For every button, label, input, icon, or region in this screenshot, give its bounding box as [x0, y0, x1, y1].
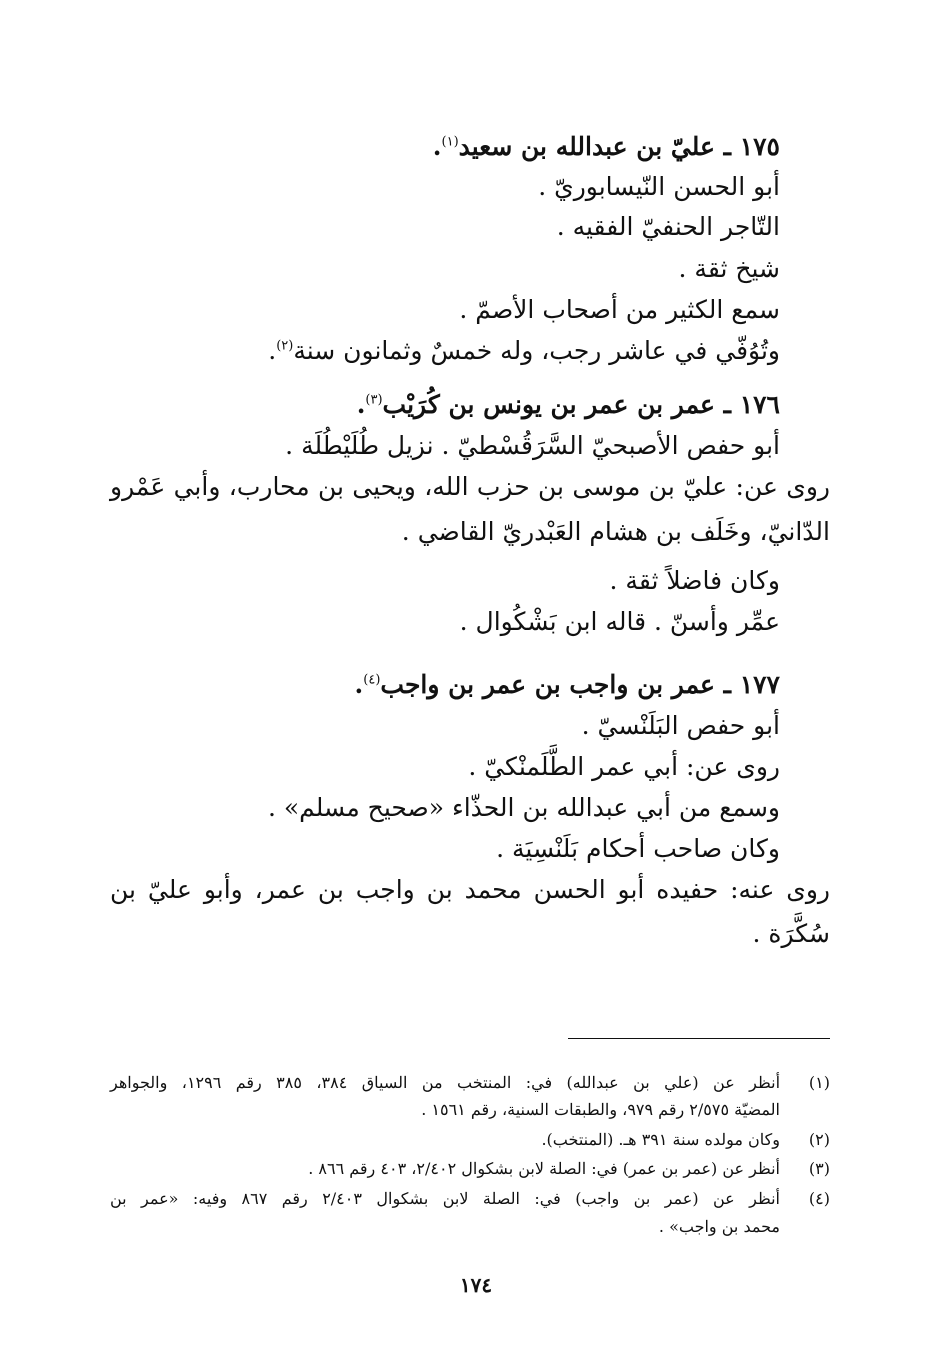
entry-175-line-3: شيخ ثقة . — [678, 254, 780, 283]
entry-177-paragraph-line-1: روى عنه: حفيده أبو الحسن محمد بن واجب بن عمر، وأبو عليّ بن — [110, 875, 830, 904]
footnote-ref-4: (٤) — [363, 672, 381, 688]
entry-175-title: ١٧٥ ـ عليّ بن عبدالله بن سعيد — [458, 132, 780, 161]
footnote-ref-2: (٢) — [276, 338, 294, 354]
punctuation: . — [356, 390, 366, 419]
footnote-ref-3: (٣) — [365, 392, 383, 408]
entry-175-line-2: التّاجر الحنفيّ الفقيه . — [556, 212, 780, 241]
footnote-2-number: (٢) — [808, 1130, 830, 1149]
entry-175-line-1: أبو الحسن النّيسابوريّ . — [538, 172, 780, 201]
footnote-3-line-1: أنظر عن (عمر بن عمر) في: الصلة لابن بشكوال ٢/٤٠٢، ٤٠٣ رقم ٨٦٦ . — [308, 1159, 780, 1178]
footnote-1-line-2: المضيّة ٢/٥٧٥ رقم ٩٧٩، والطبقات السنية، رقم ١٥٦١ . — [421, 1100, 780, 1119]
entry-176-line-3: عمِّر وأسنّ . قاله ابن بَشْكُوال . — [459, 607, 780, 636]
entry-176-line-1: أبو حفص الأصبحيّ السَّرَقُسْطيّ . نزيل طُلَيْطُلَة . — [285, 431, 780, 460]
entry-175-line-5 — [268, 331, 780, 371]
footnote-ref-1: (١) — [441, 134, 459, 150]
footnote-4-line-1: أنظر عن (عمر بن واجب) في: الصلة لابن بشكوال ٢/٤٠٣ رقم ٨٦٧ وفيه: «عمر بن — [110, 1189, 781, 1208]
entry-176-title: ١٧٦ ـ عمر بن عمر بن يونس بن كُرَيْب — [382, 390, 780, 419]
entry-177-line-4: وكان صاحب أحكام بَلَنْسِيَة . — [496, 834, 780, 863]
footnote-4-number: (٤) — [808, 1189, 830, 1208]
page-number: ١٧٤ — [459, 1273, 493, 1297]
footnote-1-line-1: أنظر عن (علي بن عبدالله) في: المنتخب من السياق ٣٨٤، ٣٨٥ رقم ١٢٩٦، والجواهر — [110, 1073, 781, 1092]
entry-177-heading — [355, 665, 780, 705]
entry-177-paragraph-line-2: سُكَّرَة . — [752, 919, 830, 948]
punctuation: . — [354, 670, 364, 699]
footnote-3-number: (٣) — [808, 1159, 830, 1178]
entry-177-line-1: أبو حفص البَلَنْسيّ . — [581, 711, 780, 740]
footnote-4-line-2: محمد بن واجب» . — [658, 1217, 780, 1236]
footnote-separator — [568, 1038, 830, 1039]
entry-175-line-4: سمع الكثير من أصحاب الأصمّ . — [459, 295, 780, 324]
entry-177-line-3: وسمع من أبي عبدالله بن الحذّاء «صحيح مسلم» . — [267, 793, 780, 822]
punctuation: . — [432, 132, 442, 161]
entry-176-paragraph-line-1: روى عن: عليّ بن موسى بن حزب الله، ويحيى بن محارب، وأبي عَمْرو — [110, 472, 830, 501]
footnote-2-line-1: وكان مولده سنة ٣٩١ هـ. (المنتخب). — [541, 1130, 780, 1149]
punctuation: . — [268, 336, 277, 365]
entry-175-death-text: وتُوُفّي في عاشر رجب، وله خمسٌ وثمانون سنة — [293, 336, 780, 365]
entry-176-line-2: وكان فاضلاً ثقة . — [609, 566, 780, 595]
entry-175-heading — [433, 127, 780, 167]
entry-176-paragraph-line-2: الدّانيّ، وخَلَف بن هشام العَبْدريّ القاضي . — [401, 517, 830, 546]
entry-177-title: ١٧٧ ـ عمر بن واجب بن عمر بن واجب — [380, 670, 780, 699]
entry-177-line-2: روى عن: أبي عمر الطَّلَمنْكيّ . — [468, 752, 780, 781]
entry-176-heading — [357, 385, 780, 425]
footnote-1-number: (١) — [808, 1073, 830, 1092]
